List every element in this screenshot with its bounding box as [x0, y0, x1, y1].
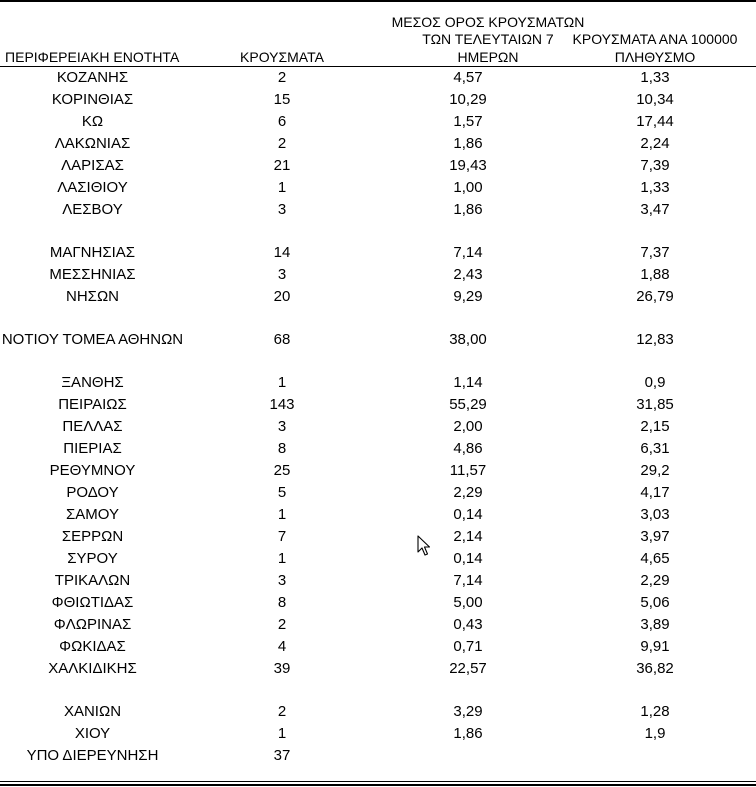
- cell-avg-7-days: 0,71: [453, 638, 483, 655]
- table-row: [0, 329, 756, 351]
- cell-cases: 15: [273, 91, 291, 108]
- cell-cases: 68: [273, 331, 291, 348]
- mouse-pointer-icon: [417, 535, 431, 557]
- cell-cases: 2: [277, 616, 287, 633]
- cell-per-100k: 3,89: [640, 616, 670, 633]
- cell-avg-7-days: 2,29: [453, 484, 483, 501]
- cell-per-100k: 10,34: [636, 91, 674, 108]
- cell-avg-7-days: 0,14: [453, 506, 483, 523]
- table-row: [0, 286, 756, 308]
- cell-per-100k: 3,03: [640, 506, 670, 523]
- cell-avg-7-days: 9,29: [453, 288, 483, 305]
- table-row: [0, 111, 756, 133]
- cell-per-100k: 6,31: [640, 440, 670, 457]
- cell-unit: ΠΕΛΛΑΣ: [62, 418, 123, 435]
- cell-cases: 3: [277, 266, 287, 283]
- header-per-100k: [550, 31, 756, 66]
- cell-unit: ΚΟΖΑΝΗΣ: [56, 69, 129, 86]
- cell-unit: ΧΑΝΙΩΝ: [63, 703, 122, 720]
- cell-unit: ΜΑΓΝΗΣΙΑΣ: [49, 244, 136, 261]
- table-row: [0, 614, 756, 636]
- header-avg-line2: ΤΩΝ ΤΕΛΕΥΤΑΙΩΝ 7: [422, 31, 554, 47]
- header-unit-label: ΠΕΡΙΦΕΡΕΙΑΚΗ ΕΝΟΤΗΤΑ: [5, 48, 180, 65]
- cell-unit: ΜΕΣΣΗΝΙΑΣ: [49, 266, 136, 283]
- cell-unit: ΞΑΝΘΗΣ: [61, 374, 124, 391]
- cell-unit: ΠΙΕΡΙΑΣ: [63, 440, 122, 457]
- cell-cases: 6: [277, 113, 287, 130]
- cell-unit: ΦΛΩΡΙΝΑΣ: [53, 616, 132, 633]
- cell-per-100k: 3,47: [640, 201, 670, 218]
- cell-cases: 1: [277, 374, 287, 391]
- cell-per-100k: 2,29: [640, 572, 670, 589]
- cell-avg-7-days: 38,00: [449, 331, 487, 348]
- cell-avg-7-days: 11,57: [449, 462, 487, 479]
- cell-avg-7-days: 19,43: [449, 157, 487, 174]
- cell-avg-7-days: 7,14: [453, 244, 483, 261]
- cell-unit: ΛΑΡΙΣΑΣ: [61, 157, 124, 174]
- cell-unit: ΧΑΛΚΙΔΙΚΗΣ: [48, 660, 137, 677]
- header-unit: [0, 49, 187, 67]
- cell-per-100k: 17,44: [636, 113, 674, 130]
- cell-unit: ΣΑΜΟΥ: [66, 506, 119, 523]
- cell-cases: 1: [277, 550, 287, 567]
- cell-per-100k: 26,79: [636, 288, 674, 305]
- table-row: [0, 460, 756, 482]
- cell-per-100k: 12,83: [636, 331, 674, 348]
- table-row: [0, 177, 756, 199]
- table-row: [0, 394, 756, 416]
- table-row: [0, 548, 756, 570]
- cell-cases: 7: [277, 528, 287, 545]
- cell-per-100k: 3,97: [640, 528, 670, 545]
- cell-per-100k: 1,9: [644, 725, 666, 742]
- cell-unit: ΛΑΚΩΝΙΑΣ: [54, 135, 131, 152]
- cell-avg-7-days: 3,29: [453, 703, 483, 720]
- cell-unit: ΝΗΣΩΝ: [66, 288, 119, 305]
- table-row: [0, 526, 756, 548]
- table-row: [0, 570, 756, 592]
- table-row: [0, 723, 756, 745]
- cell-cases: 20: [273, 288, 291, 305]
- cell-per-100k: 9,91: [640, 638, 670, 655]
- header-per-line1: ΚΡΟΥΣΜΑΤΑ ΑΝΑ 100000: [572, 31, 738, 47]
- cell-avg-7-days: 2,14: [453, 528, 483, 545]
- cell-cases: 143: [269, 396, 295, 413]
- table-row: [0, 482, 756, 504]
- table-header: [0, 2, 756, 66]
- cell-unit: ΦΘΙΩΤΙΔΑΣ: [51, 594, 134, 611]
- cell-cases: 3: [277, 418, 287, 435]
- cell-cases: 5: [277, 484, 287, 501]
- cell-per-100k: 5,06: [640, 594, 670, 611]
- cell-cases: 8: [277, 440, 287, 457]
- cell-cases: 4: [277, 638, 287, 655]
- cell-cases: 1: [277, 179, 287, 196]
- cell-per-100k: 7,39: [640, 157, 670, 174]
- header-cases: [232, 49, 332, 67]
- cell-cases: 1: [277, 506, 287, 523]
- cell-avg-7-days: 2,00: [453, 418, 483, 435]
- cell-avg-7-days: 1,86: [453, 135, 483, 152]
- cell-per-100k: 4,17: [640, 484, 670, 501]
- table-row: [0, 701, 756, 723]
- table-row: [0, 155, 756, 177]
- table-row: [0, 199, 756, 221]
- table-row: [0, 264, 756, 286]
- header-avg-line3: ΗΜΕΡΩΝ: [457, 48, 519, 65]
- table-row: [0, 636, 756, 658]
- cell-avg-7-days: 1,00: [453, 179, 483, 196]
- cell-unit: ΣΕΡΡΩΝ: [61, 528, 124, 545]
- cell-per-100k: 29,2: [640, 462, 670, 479]
- table-row: [0, 745, 756, 767]
- cell-per-100k: 36,82: [636, 660, 674, 677]
- table-row: [0, 592, 756, 614]
- table-row: [0, 242, 756, 264]
- cell-avg-7-days: 0,43: [453, 616, 483, 633]
- header-avg-line1: ΜΕΣΟΣ ΟΡΟΣ ΚΡΟΥΣΜΑΤΩΝ: [391, 13, 585, 30]
- cell-unit: ΚΩ: [81, 113, 104, 130]
- cell-cases: 3: [277, 201, 287, 218]
- cell-unit: ΤΡΙΚΑΛΩΝ: [54, 572, 131, 589]
- table-row: [0, 133, 756, 155]
- table-row: [0, 67, 756, 89]
- cell-unit: ΡΕΘΥΜΝΟΥ: [49, 462, 136, 479]
- table-row: [0, 438, 756, 460]
- cell-unit: ΛΕΣΒΟΥ: [62, 201, 123, 218]
- cell-cases: 14: [273, 244, 291, 261]
- cell-cases: 39: [273, 660, 291, 677]
- cell-avg-7-days: 7,14: [453, 572, 483, 589]
- cell-per-100k: 2,24: [640, 135, 670, 152]
- cell-unit: ΦΩΚΙΔΑΣ: [59, 638, 126, 655]
- cell-per-100k: 4,65: [640, 550, 670, 567]
- table-row: [0, 504, 756, 526]
- header-per-line2: ΠΛΗΘΥΣΜΟ: [614, 48, 696, 65]
- cell-cases: 3: [277, 572, 287, 589]
- cell-per-100k: 2,15: [640, 418, 670, 435]
- cell-unit: ΡΟΔΟΥ: [66, 484, 119, 501]
- cell-unit: ΣΥΡΟΥ: [67, 550, 118, 567]
- cell-avg-7-days: 1,86: [453, 725, 483, 742]
- cell-avg-7-days: 1,57: [453, 113, 483, 130]
- table-row: [0, 89, 756, 111]
- table-body: [0, 67, 756, 767]
- cell-cases: 2: [277, 69, 287, 86]
- cell-unit: ΠΕΙΡΑΙΩΣ: [58, 396, 127, 413]
- cell-cases: 1: [277, 725, 287, 742]
- cell-cases: 21: [273, 157, 291, 174]
- cell-avg-7-days: 10,29: [449, 91, 487, 108]
- cell-per-100k: 1,28: [640, 703, 670, 720]
- table-row: [0, 658, 756, 680]
- cell-cases: 2: [277, 703, 287, 720]
- cell-per-100k: 1,33: [640, 179, 670, 196]
- cell-cases: 8: [277, 594, 287, 611]
- table-bottom-rule: [0, 781, 756, 782]
- cell-avg-7-days: 5,00: [453, 594, 483, 611]
- cell-avg-7-days: 1,14: [453, 374, 483, 391]
- cell-avg-7-days: 0,14: [453, 550, 483, 567]
- cell-per-100k: 31,85: [636, 396, 674, 413]
- table-bottom-rule-double: [0, 784, 756, 786]
- cell-avg-7-days: 4,57: [453, 69, 483, 86]
- cell-avg-7-days: 2,43: [453, 266, 483, 283]
- cell-avg-7-days: 1,86: [453, 201, 483, 218]
- cell-cases: 37: [273, 747, 291, 764]
- cell-avg-7-days: 4,86: [453, 440, 483, 457]
- cell-cases: 2: [277, 135, 287, 152]
- cell-per-100k: 1,88: [640, 266, 670, 283]
- cell-avg-7-days: 22,57: [449, 660, 487, 677]
- cell-unit: ΝΟΤΙΟΥ ΤΟΜΕΑ ΑΘΗΝΩΝ: [1, 331, 184, 348]
- header-cases-label: ΚΡΟΥΣΜΑΤΑ: [240, 48, 324, 65]
- cell-unit: ΛΑΣΙΘΙΟΥ: [57, 179, 128, 196]
- cell-unit: ΚΟΡΙΝΘΙΑΣ: [51, 91, 134, 108]
- table-row: [0, 372, 756, 394]
- cell-cases: 25: [273, 462, 291, 479]
- table-row: [0, 416, 756, 438]
- cell-unit: ΥΠΟ ΔΙΕΡΕΥΝΗΣΗ: [26, 747, 159, 764]
- cell-per-100k: 0,9: [644, 374, 666, 391]
- cell-per-100k: 1,33: [640, 69, 670, 86]
- cell-avg-7-days: 55,29: [449, 396, 487, 413]
- cell-per-100k: 7,37: [640, 244, 670, 261]
- cell-unit: ΧΙΟΥ: [74, 725, 111, 742]
